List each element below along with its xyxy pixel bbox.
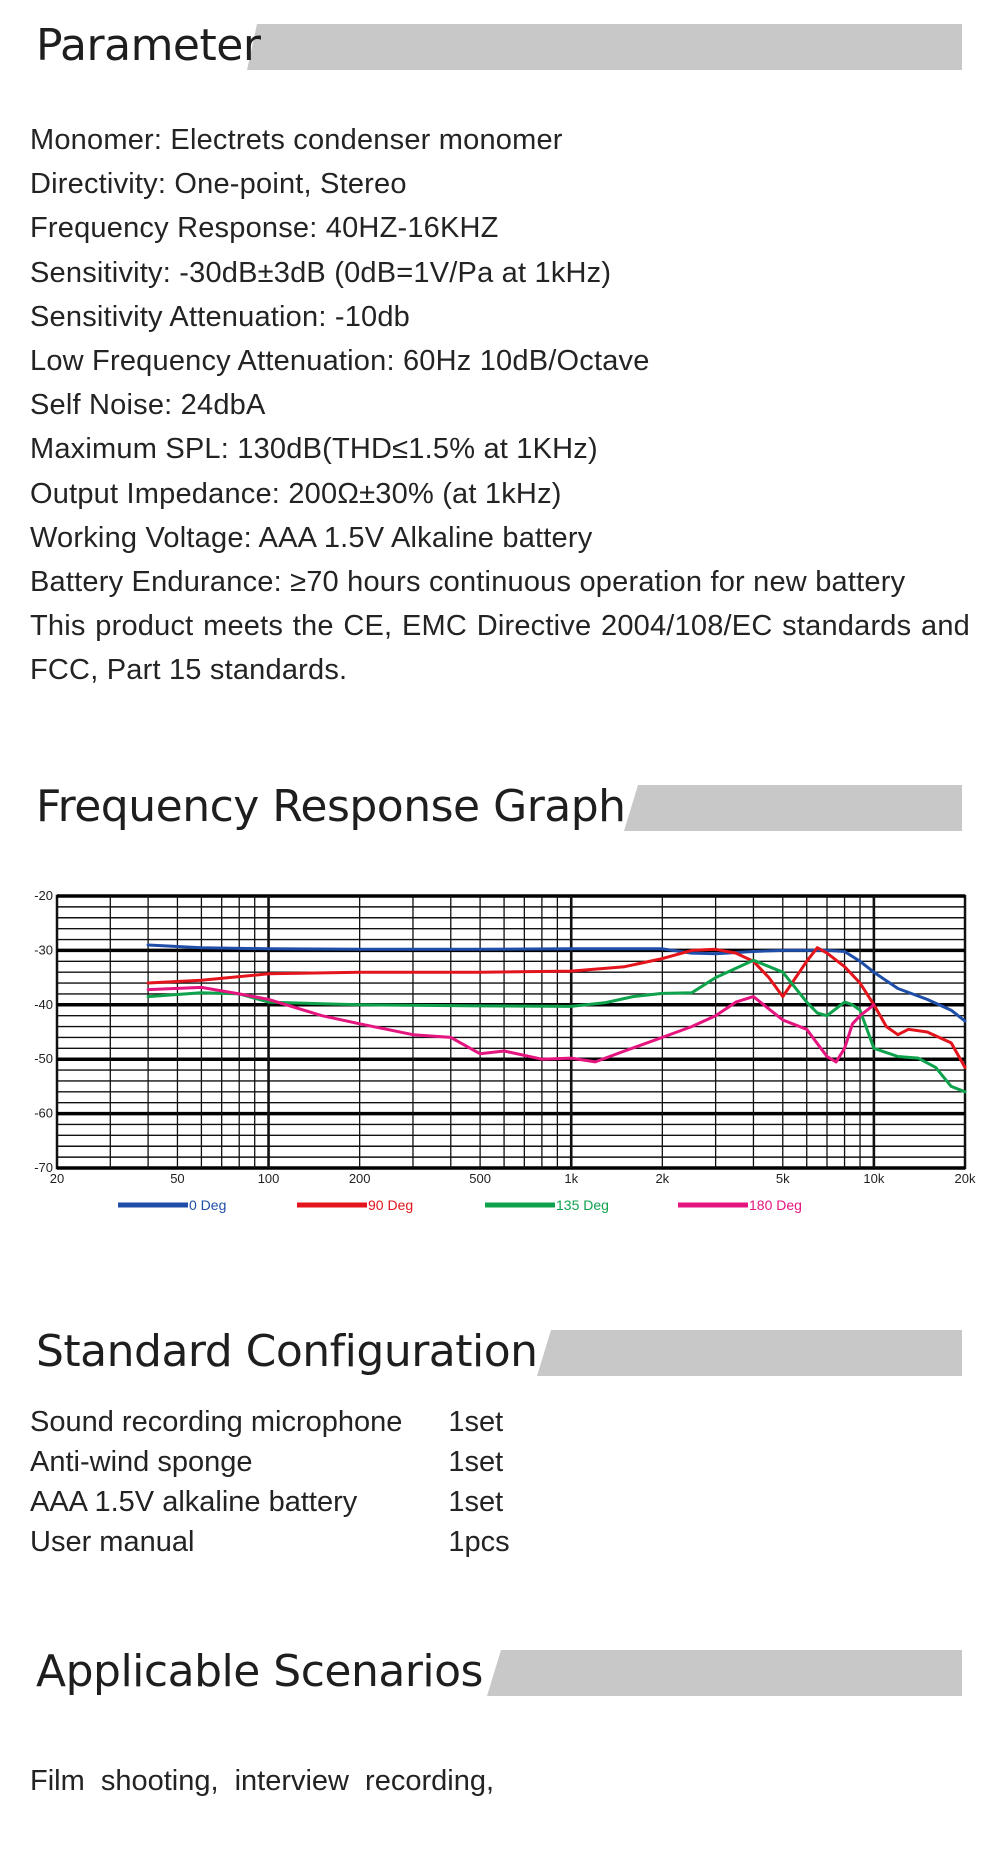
config-item-name: Anti-wind sponge bbox=[30, 1446, 253, 1478]
y-tick-label: -20 bbox=[34, 888, 53, 903]
param-line: Output Impedance: 200Ω±30% (at 1kHz) bbox=[30, 477, 562, 510]
x-tick-label: 2k bbox=[655, 1171, 670, 1186]
x-tick-label: 200 bbox=[348, 1171, 371, 1186]
param-line: Monomer: Electrets condenser monomer bbox=[30, 124, 563, 156]
config-item-qty: 1set bbox=[448, 1486, 504, 1518]
config-item-qty: 1set bbox=[448, 1406, 504, 1438]
param-line: Self Noise: 24dbA bbox=[30, 389, 266, 422]
param-line: Low Frequency Attenuation: 60Hz 10dB/Octave bbox=[30, 345, 650, 378]
config-header bbox=[30, 1326, 962, 1377]
legend-label: 0 Deg bbox=[189, 1197, 227, 1213]
x-tick-label: 500 bbox=[469, 1171, 491, 1186]
x-tick-label: 100 bbox=[257, 1171, 280, 1186]
x-tick-label: 5k bbox=[775, 1171, 790, 1186]
config-row bbox=[30, 1522, 510, 1562]
header-bar bbox=[624, 785, 962, 831]
param-line: Sensitivity Attenuation: -10db bbox=[30, 300, 411, 333]
section-title: Parameter bbox=[36, 20, 261, 71]
x-tick-label: 20 bbox=[49, 1171, 65, 1186]
header-bar bbox=[487, 1650, 962, 1696]
config-item-name: Sound recording microphone bbox=[30, 1406, 403, 1438]
y-tick-label: -50 bbox=[34, 1051, 53, 1067]
legend-label: 135 Deg bbox=[556, 1197, 609, 1213]
param-line: Sensitivity: -30dB±3dB (0dB=1V/Pa at 1kHz) bbox=[30, 256, 612, 289]
param-line: Working Voltage: AAA 1.5V Alkaline battery bbox=[30, 521, 593, 554]
x-tick-label: 10k bbox=[863, 1171, 885, 1186]
legend-label: 90 Deg bbox=[368, 1197, 414, 1213]
config-item-qty: 1set bbox=[448, 1446, 504, 1478]
parameter-list bbox=[30, 118, 970, 693]
frequency-response-chart bbox=[0, 880, 1000, 1250]
param-line: Frequency Response: 40HZ-16KHZ bbox=[30, 212, 499, 245]
param-line: Maximum SPL: 130dB(THD≤1.5% at 1KHz) bbox=[30, 433, 598, 466]
x-tick-label: 1k bbox=[564, 1171, 579, 1186]
legend-label: 180 Deg bbox=[749, 1197, 802, 1213]
scenarios-header bbox=[30, 1646, 962, 1697]
scenarios-text: Film shooting, interview recording, bbox=[30, 1765, 495, 1797]
config-row bbox=[30, 1482, 510, 1522]
config-table bbox=[30, 1402, 510, 1562]
x-tick-label: 20k bbox=[954, 1171, 976, 1186]
parameter-header bbox=[30, 20, 962, 71]
param-line: This product meets the CE, EMC Directive 2004/108/EC standards and FCC, Part 15 standards. bbox=[30, 610, 970, 687]
frequency-header bbox=[30, 781, 962, 832]
header-bar bbox=[247, 24, 962, 70]
section-title: Frequency Response Graph bbox=[36, 781, 626, 832]
param-line: Battery Endurance: ≥70 hours continuous operation for new battery bbox=[30, 566, 906, 599]
section-title: Standard Configuration bbox=[36, 1326, 538, 1377]
config-item-name: AAA 1.5V alkaline battery bbox=[30, 1486, 358, 1518]
config-item-name: User manual bbox=[30, 1526, 195, 1558]
y-tick-label: -40 bbox=[34, 996, 53, 1012]
header-bar bbox=[537, 1330, 962, 1376]
y-tick-label: -60 bbox=[34, 1105, 53, 1121]
config-row bbox=[30, 1402, 510, 1442]
config-item-qty: 1pcs bbox=[448, 1526, 510, 1558]
config-row bbox=[30, 1442, 510, 1482]
param-line: Directivity: One-point, Stereo bbox=[30, 168, 407, 201]
section-title: Applicable Scenarios bbox=[36, 1646, 483, 1697]
plot-frame bbox=[57, 896, 965, 1168]
x-tick-label: 50 bbox=[170, 1171, 185, 1186]
y-tick-label: -30 bbox=[34, 942, 53, 958]
y-tick-label: -70 bbox=[34, 1160, 53, 1175]
